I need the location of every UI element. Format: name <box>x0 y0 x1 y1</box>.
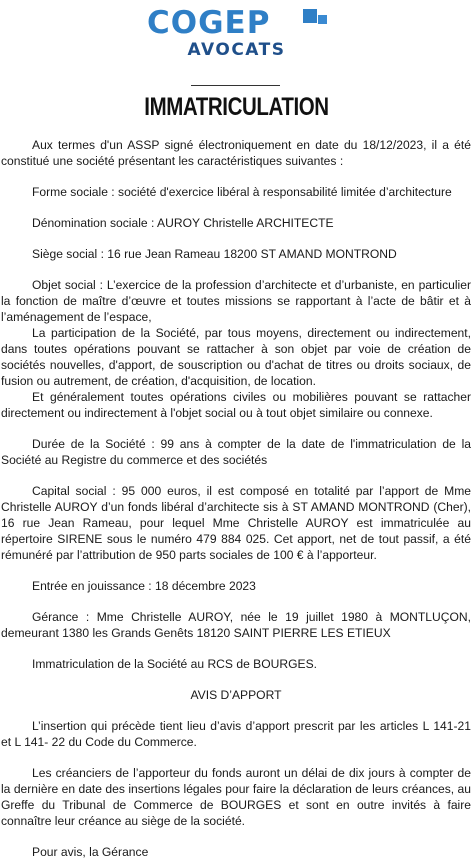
creanciers-note: Les créanciers de l’apporteur du fonds auront un délai de dix jours à compter de la dernière en date des insertions légales pour faire la déclaration de leurs créances, au Greffe du Tribunal de Commerce de BOURGES et sont en outre invités à faire connaître leur créance au siège de la société. <box>1 766 471 828</box>
objet-social: Objet social : L’exercice de la profession d’architecte et d’urbaniste, en particulier la fonction de maître d’œuvre et toutes missions se rapportant à l’acte de bâtir et à l’aménagement de l’espace, <box>1 278 471 324</box>
entree-jouissance: Entrée en jouissance : 18 décembre 2023 <box>32 579 256 593</box>
forme-sociale: Forme sociale : société d'exercice libéral à responsabilité limitée d’architecture <box>32 185 452 199</box>
notice-body <box>1 137 471 860</box>
immatriculation-rcs: Immatriculation de la Société au RCS de BOURGES. <box>32 657 317 671</box>
capital-social: Capital social : 95 000 euros, il est composé en totalité par l’apport de Mme Christelle AUROY d’un fonds libéral d’architecte sis à ST AMAND MONTROND (Cher), 16 rue Jean Rameau, pour lequel Mme Christelle AUROY est immatriculée au répertoire SIRENE sous le numéro 479 884 025. Cet apport, net de tout passif, a été rémunéré par l’attribution de 950 parts sociales de 100 € à l’apporteur. <box>1 484 471 562</box>
denomination-sociale: Dénomination sociale : AUROY Christelle ARCHITECTE <box>32 216 334 230</box>
logo-squares-icon <box>303 9 327 33</box>
signature-line: Pour avis, la Gérance <box>32 845 149 859</box>
title-divider <box>191 85 280 86</box>
gerance: Gérance : Mme Christelle AUROY, née le 19 juillet 1980 à MONTLUÇON, demeurant 1380 les Grands Genêts 18120 SAINT PIERRE LES ETIEUX <box>1 610 471 640</box>
avis-apport-heading: AVIS D’APPORT <box>190 688 282 702</box>
objet-general: Et généralement toutes opérations civiles ou mobilières pouvant se rattacher directement ou indirectement à l'objet social ou à tout objet similaire ou connexe. <box>1 390 471 420</box>
cogep-logo <box>0 4 473 62</box>
insertion-note: L’insertion qui précède tient lieu d’avis d’apport prescrit par les articles L 141-21 et L 141- 22 du Code du Commerce. <box>1 719 471 749</box>
page-title: IMMATRICULATION <box>144 93 329 121</box>
objet-participation: La participation de la Société, par tous moyens, directement ou indirectement, dans toutes opérations pouvant se rattacher à son objet par voie de création de sociétés nouvelles, d'apport, de souscription ou d'achat de titres ou droits sociaux, de fusion ou autrement, de création, d'acquisition, de location. <box>1 326 471 388</box>
logo-wordmark: COGEP <box>147 5 271 41</box>
intro-paragraph: Aux termes d'un ASSP signé électroniquement en date du 18/12/2023, il a été constitué une société présentant les caractéristiques suivantes : <box>1 138 471 168</box>
siege-social: Siège social : 16 rue Jean Rameau 18200 ST AMAND MONTROND <box>32 247 397 261</box>
duree-societe: Durée de la Société : 99 ans à compter de la date de l'immatriculation de la Société au Registre du commerce et des sociétés <box>1 437 471 467</box>
logo-subtitle: AVOCATS <box>187 40 286 60</box>
